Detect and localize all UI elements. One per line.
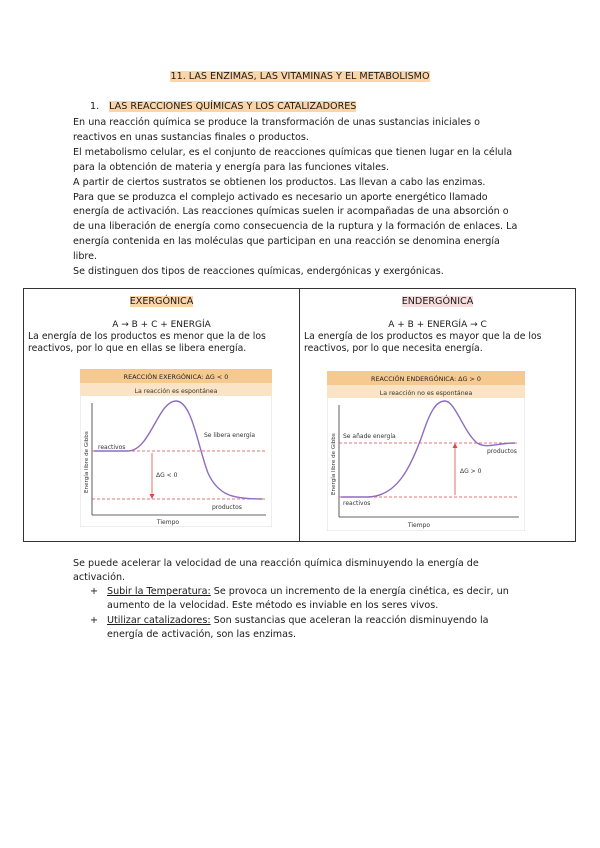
delta-g-label: ΔG < 0 — [156, 472, 178, 479]
intro-line: energía contenida en las moléculas que participan en una reacción se denomina energía — [73, 236, 500, 248]
diagram-subheader: La reacción no es espontánea — [379, 390, 473, 397]
exergonica-equation: A → B + C + ENERGÍA — [112, 320, 211, 330]
bullet-text: aumento de la velocidad. Este método es inviable en los seres vivos. — [107, 600, 439, 612]
x-axis-label: Tiempo — [407, 522, 431, 529]
list-item — [90, 585, 530, 614]
intro-line: En una reacción química se produce la transformación de unas sustancias iniciales o — [73, 117, 481, 128]
plus-icon: + — [90, 586, 99, 597]
intro-line: Se distinguen dos tipos de reacciones químicas, endergónicas y exergónicas. — [73, 266, 444, 278]
methods-list — [90, 585, 530, 643]
comparison-table — [23, 288, 576, 542]
bullet-text: Son sustancias que aceleran la reacción disminuyendo la — [210, 614, 489, 626]
energy-label: Se libera energía — [204, 432, 255, 439]
x-axis-label: Tiempo — [156, 519, 180, 526]
exergonica-heading: EXERGÓNICA — [129, 296, 194, 307]
endergonica-description: La energía de los productos es mayor que la de los reactivos, por lo que necesita energía. — [304, 331, 542, 354]
reactants-label: reactivos — [98, 444, 126, 451]
bullet-term: Subir la Temperatura: — [107, 586, 211, 597]
endergonica-heading: ENDERGÓNICA — [401, 296, 474, 307]
plus-icon: + — [90, 614, 99, 626]
intro-line: energía de activación. Las reacciones químicas suelen ir acompañadas de una absorción o — [73, 206, 509, 218]
endergonica-equation: A + B + ENERGÍA → C — [388, 320, 487, 330]
products-label: productos — [212, 504, 242, 511]
y-axis-label: Energía libre de Gibbs — [84, 431, 90, 493]
delta-g-label: ΔG > 0 — [460, 468, 482, 475]
products-label: productos — [487, 448, 517, 455]
intro-text — [73, 116, 523, 280]
page-title: 11. LAS ENZIMAS, LAS VITAMINAS Y EL METABOLISMO — [170, 71, 430, 82]
intro-line: de una liberación de energía como consecuencia de la ruptura y la formación de enlaces. La — [73, 221, 518, 233]
list-item — [90, 614, 530, 643]
exergonica-description: La energía de los productos es menor que la de los reactivos, por lo que en ellas se libera energía. — [28, 331, 266, 354]
endergonica-cell — [300, 289, 576, 542]
intro-line: reactivos en unas sustancias finales o productos. — [73, 131, 309, 143]
reactants-label: reactivos — [343, 500, 371, 507]
bullet-term: Utilizar catalizadores: — [107, 614, 211, 626]
exergonic-diagram — [80, 369, 272, 527]
intro-line: para la obtención de materia y energía para las funciones vitales. — [73, 161, 390, 173]
diagram-header: REACCIÓN ENDERGÓNICA: ΔG > 0 — [371, 375, 481, 383]
diagram-header: REACCIÓN EXERGÓNICA: ΔG < 0 — [123, 373, 229, 381]
intro-line: libre. — [73, 251, 98, 263]
intro-line: Para que se produzca el complejo activado es necesario un aporte energético llamado — [73, 191, 488, 203]
section-heading — [90, 101, 356, 112]
bullet-text: energía de activación, son las enzimas. — [107, 629, 297, 641]
outro-line: activación. — [73, 572, 126, 584]
energy-label: Se añade energía — [343, 433, 396, 440]
endergonic-diagram — [327, 371, 525, 531]
exergonica-cell — [24, 289, 300, 542]
intro-line: A partir de ciertos sustratos se obtienen los productos. Las llevan a cabo las enzimas. — [73, 176, 486, 188]
section-number: 1. — [90, 101, 100, 112]
outro-line: Se puede acelerar la velocidad de una reacción química disminuyendo la energía de — [73, 558, 479, 569]
outro-text — [73, 557, 523, 586]
diagram-subheader: La reacción es espontánea — [134, 388, 218, 395]
y-axis-label: Energía libre de Gibbs — [331, 433, 337, 495]
section-title: LAS REACCIONES QUÍMICAS Y LOS CATALIZADORES — [109, 101, 357, 112]
bullet-text: Se provoca un incremento de la energía cinética, es decir, un — [210, 586, 509, 597]
intro-line: El metabolismo celular, es el conjunto de reacciones químicas que tienen lugar en la célula — [73, 146, 513, 158]
